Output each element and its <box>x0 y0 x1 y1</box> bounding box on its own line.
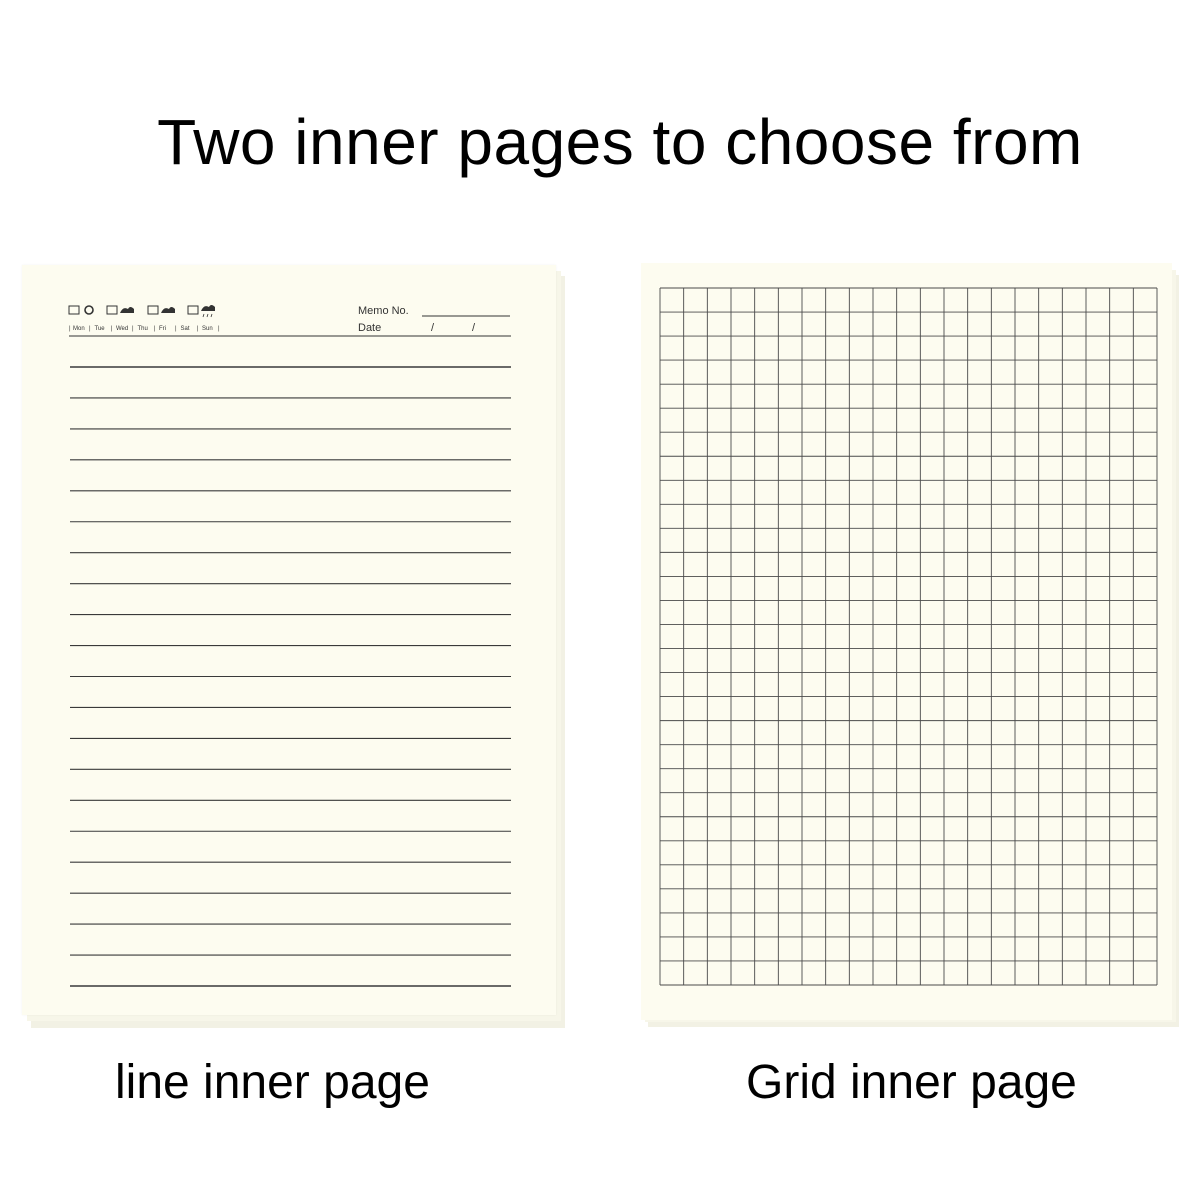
weekday-label: Sat <box>180 326 190 332</box>
weekday-row <box>73 326 220 332</box>
weekday-divider: | <box>196 326 199 332</box>
weather-checkbox <box>148 306 158 314</box>
date-separator-1: / <box>431 322 435 334</box>
weekday-divider: | <box>175 326 177 332</box>
weekday-divider: | <box>89 326 91 332</box>
headline: Two inner pages to choose from <box>157 106 1083 178</box>
rain-icon <box>201 305 215 311</box>
lined-page-caption: line inner page <box>115 1056 430 1109</box>
grid-lines <box>660 288 1157 985</box>
weekday-label: Wed <box>116 326 129 332</box>
weather-checkbox <box>188 306 198 314</box>
ruled-lines <box>70 367 511 986</box>
weekday-bar-start: | <box>69 326 71 332</box>
grid-page-caption: Grid inner page <box>746 1056 1077 1109</box>
weekday-label: Fri <box>159 326 166 332</box>
weather-checkbox <box>107 306 117 314</box>
weather-checkbox <box>69 306 79 314</box>
weekday-label: Thu <box>137 326 148 332</box>
memo-label: Memo No. <box>358 305 409 317</box>
weekday-divider: | <box>153 326 156 332</box>
cloud-icon <box>161 307 175 313</box>
weekday-divider: | <box>132 326 134 332</box>
date-label: Date <box>358 322 382 334</box>
grid-inner-page <box>641 263 1172 1020</box>
weather-icons <box>69 305 215 317</box>
weekday-divider: | <box>218 326 220 332</box>
rain-drops <box>203 314 212 317</box>
date-separator-2: / <box>472 322 476 334</box>
weekday-label: Sun <box>202 326 213 332</box>
weekday-label: Mon <box>73 326 85 332</box>
grid-page-drawing <box>641 263 1172 1020</box>
weekday-divider: | <box>110 326 113 332</box>
sun-icon <box>85 306 93 314</box>
weekday-label: Tue <box>94 326 105 332</box>
lined-page-drawing <box>22 265 556 1015</box>
cloud-icon <box>120 307 134 313</box>
lined-inner-page <box>22 265 556 1015</box>
